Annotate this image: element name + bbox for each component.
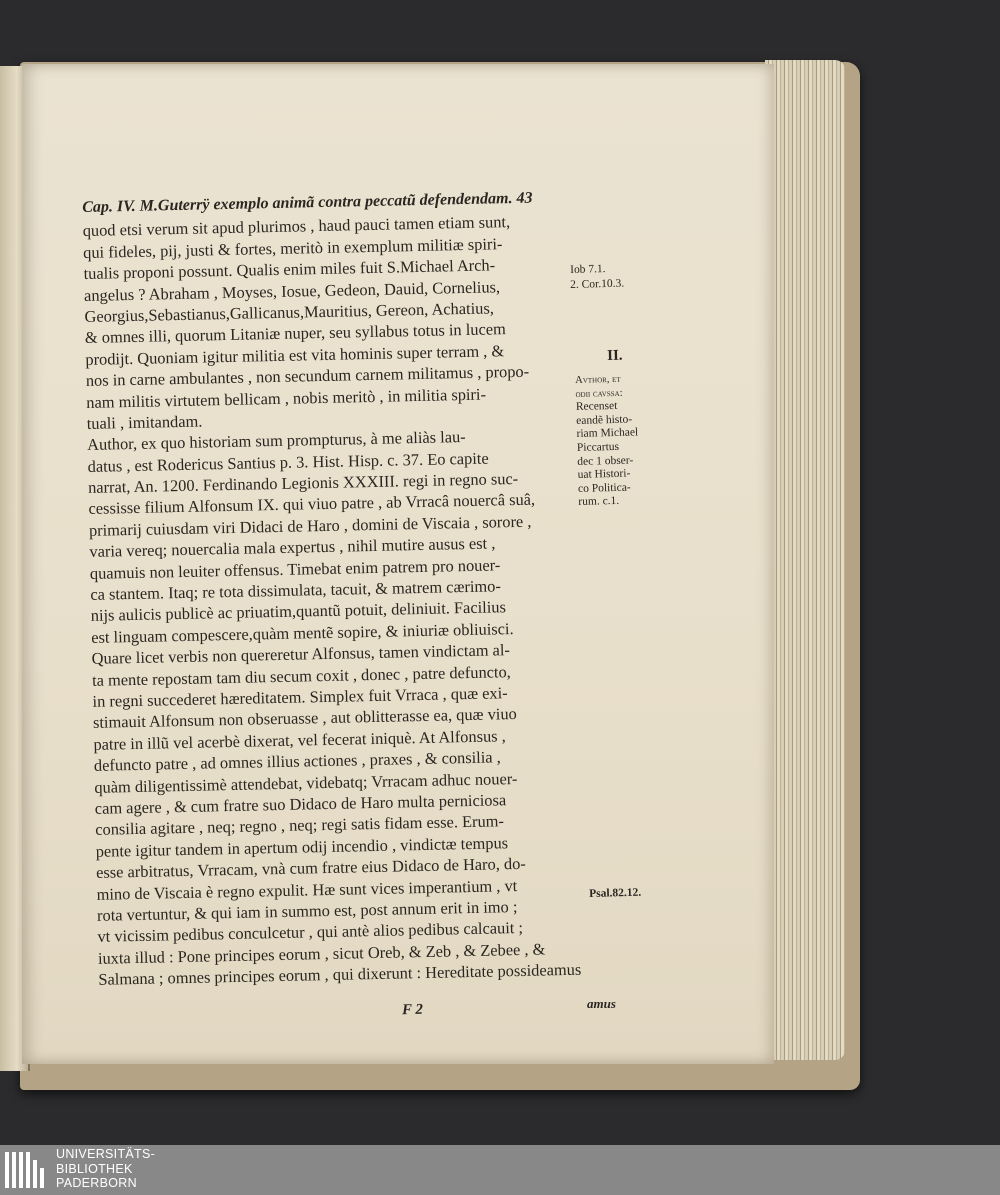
library-name [56, 1147, 155, 1191]
page-text [82, 186, 607, 990]
margin-line: dec 1 obser- [577, 454, 634, 468]
text-line: mino de Viscaia è regno expulit. Hæ sunt vices imperantium , vt [96, 875, 518, 904]
text-line: esse arbitratus, Vrracam, vnà cum fratre eius Didaco de Haro, do- [95, 853, 526, 882]
margin-line: riam Michael [576, 426, 639, 441]
text-line: quàm diligentissimè attendebat, videbatq; Vrracam adhuc nouer- [94, 768, 518, 797]
library-name-line1: UNIVERSITÄTS- [56, 1147, 156, 1161]
text-line: angelus ? Abraham , Moyses, Iosue, Gedeon, Dauid, Cornelius, [83, 276, 501, 305]
section-number: II. [606, 347, 623, 364]
margin-line: uat Histori- [577, 467, 631, 482]
text-line: cessisse filium Alfonsum IX. qui viuo patre , ab Vrracâ nouercâ suâ, [88, 490, 536, 519]
text-line: narrat, An. 1200. Ferdinando Legionis XXXIII. regi in regno suc- [87, 469, 519, 498]
margin-heading-2: odii cavssa: [575, 387, 623, 400]
catchword: amus [587, 996, 616, 1011]
text-line: prodijt. Quoniam igitur militia est vita hominis super terram , & [85, 340, 505, 369]
text-line: in regni succederet hæreditatem. Simplex fuit Vrraca , quæ exi- [92, 683, 508, 711]
text-line: consilia agitare , neq; regno , neq; regi satis fidam esse. Erum- [95, 811, 505, 840]
text-line: Georgius,Sebastianus,Gallicanus,Mauritius, Gereon, Achatius, [84, 298, 495, 326]
text-lines [82, 210, 606, 991]
margin-note-psalm: Psal.82.12. [589, 886, 642, 900]
book-page [22, 64, 774, 1064]
margin-note-block [575, 372, 640, 510]
text-line: & omnes illi, quorum Litaniæ nuper, seu syllabus totus in lucem [84, 319, 506, 348]
text-line: Salmana ; omnes principes eorum , qui dixerunt : Hereditate possideamus [98, 959, 582, 989]
text-line: Author, ex quo historiam sum prompturus, à me aliàs lau- [86, 427, 466, 455]
margin-note-corinthians: 2. Cor.10.3. [570, 277, 625, 291]
margin-heading-1: Avthor, et [575, 373, 621, 386]
text-line: datus , est Rodericus Santius p. 3. Hist. Hisp. c. 37. Eo capite [87, 448, 489, 476]
text-line: iuxta illud : Pone principes eorum , sicut Oreb, & Zeb , & Zebee , & [97, 939, 546, 968]
page-stack-edges [765, 60, 845, 1060]
margin-line: Piccartus [576, 440, 620, 454]
margin-note-job: Iob 7.1. [570, 263, 606, 276]
text-line: defuncto patre , ad omnes illius actiones , praxes , & consilia , [93, 747, 501, 776]
margin-line: co Politica- [577, 481, 631, 495]
text-line: cam agere , & cum fratre suo Didaco de Haro multa perniciosa [94, 790, 507, 818]
text-line: est linguam compescere,quàm mentẽ sopire, & iniuriæ obliuisci. [91, 618, 514, 647]
text-line: quamuis non leuiter offensus. Timebat enim patrem pro nouer- [89, 554, 501, 583]
library-name-line3: PADERBORN [56, 1176, 137, 1190]
margin-line: eandẽ histo- [576, 413, 633, 427]
text-line: patre in illũ vel acerbè dixerat, vel fecerat iniquè. At Alfonsus , [93, 726, 506, 754]
text-line: primarij cuiusdam viri Didaci de Haro , domini de Viscaia , sorore , [88, 511, 532, 540]
text-line: pente igitur tandem in apertum odij incendio , vindictæ tempus [95, 832, 509, 861]
text-line: tuali , imitandam. [86, 411, 203, 433]
margin-line: Recenset [575, 400, 618, 414]
running-header: Cap. IV. M.Guterrÿ exemplo animã contra peccatũ defendendam. 43 [82, 189, 533, 216]
text-line: nam militis virtutem bellicam , nobis meritò , in militia spiri- [86, 384, 487, 412]
text-line: qui fideles, pij, justi & fortes, meritò in exemplum militiæ spiri- [82, 233, 503, 262]
signature-mark: F 2 [401, 1001, 424, 1019]
text-line: stimauit Alfonsum non obseruasse , aut oblitterasse ea, quæ viuo [92, 704, 517, 733]
text-line: tualis proponi possunt. Qualis enim miles fuit S.Michael Arch- [83, 255, 496, 284]
text-line: Quare licet verbis non quereretur Alfonsus, tamen vindictam al- [91, 640, 511, 669]
text-line: varia vereq; nouercalia mala expertus , nihil mutire ausus est , [89, 533, 496, 562]
text-line: rota vertuntur, & qui iam in summo est, post annum erit in imo ; [96, 896, 518, 925]
text-line: vt vicissim pedibus conculcetur , qui antè alios pedibus calcauit ; [97, 918, 524, 947]
text-line: nos in carne ambulantes , non secundum carnem militamus , propo- [85, 361, 530, 391]
text-line: ca stantem. Itaq; re tota dissimulata, tacuit, & matrem cærimo- [90, 576, 501, 604]
text-line: ta mente repostam tam diu secum coxit , donec , patre defuncto, [91, 661, 511, 690]
library-logo-icon [5, 1150, 51, 1190]
text-line: quod etsi verum sit apud plurimos , haud pauci tamen etiam sunt, [82, 212, 511, 241]
library-name-line2: BIBLIOTHEK [56, 1161, 133, 1176]
margin-line: rum. c.1. [578, 495, 620, 509]
text-line: nijs aulicis publicè ac priuatim,quantũ potuit, deliniuit. Facilius [90, 597, 507, 626]
library-footer [0, 1145, 1000, 1195]
